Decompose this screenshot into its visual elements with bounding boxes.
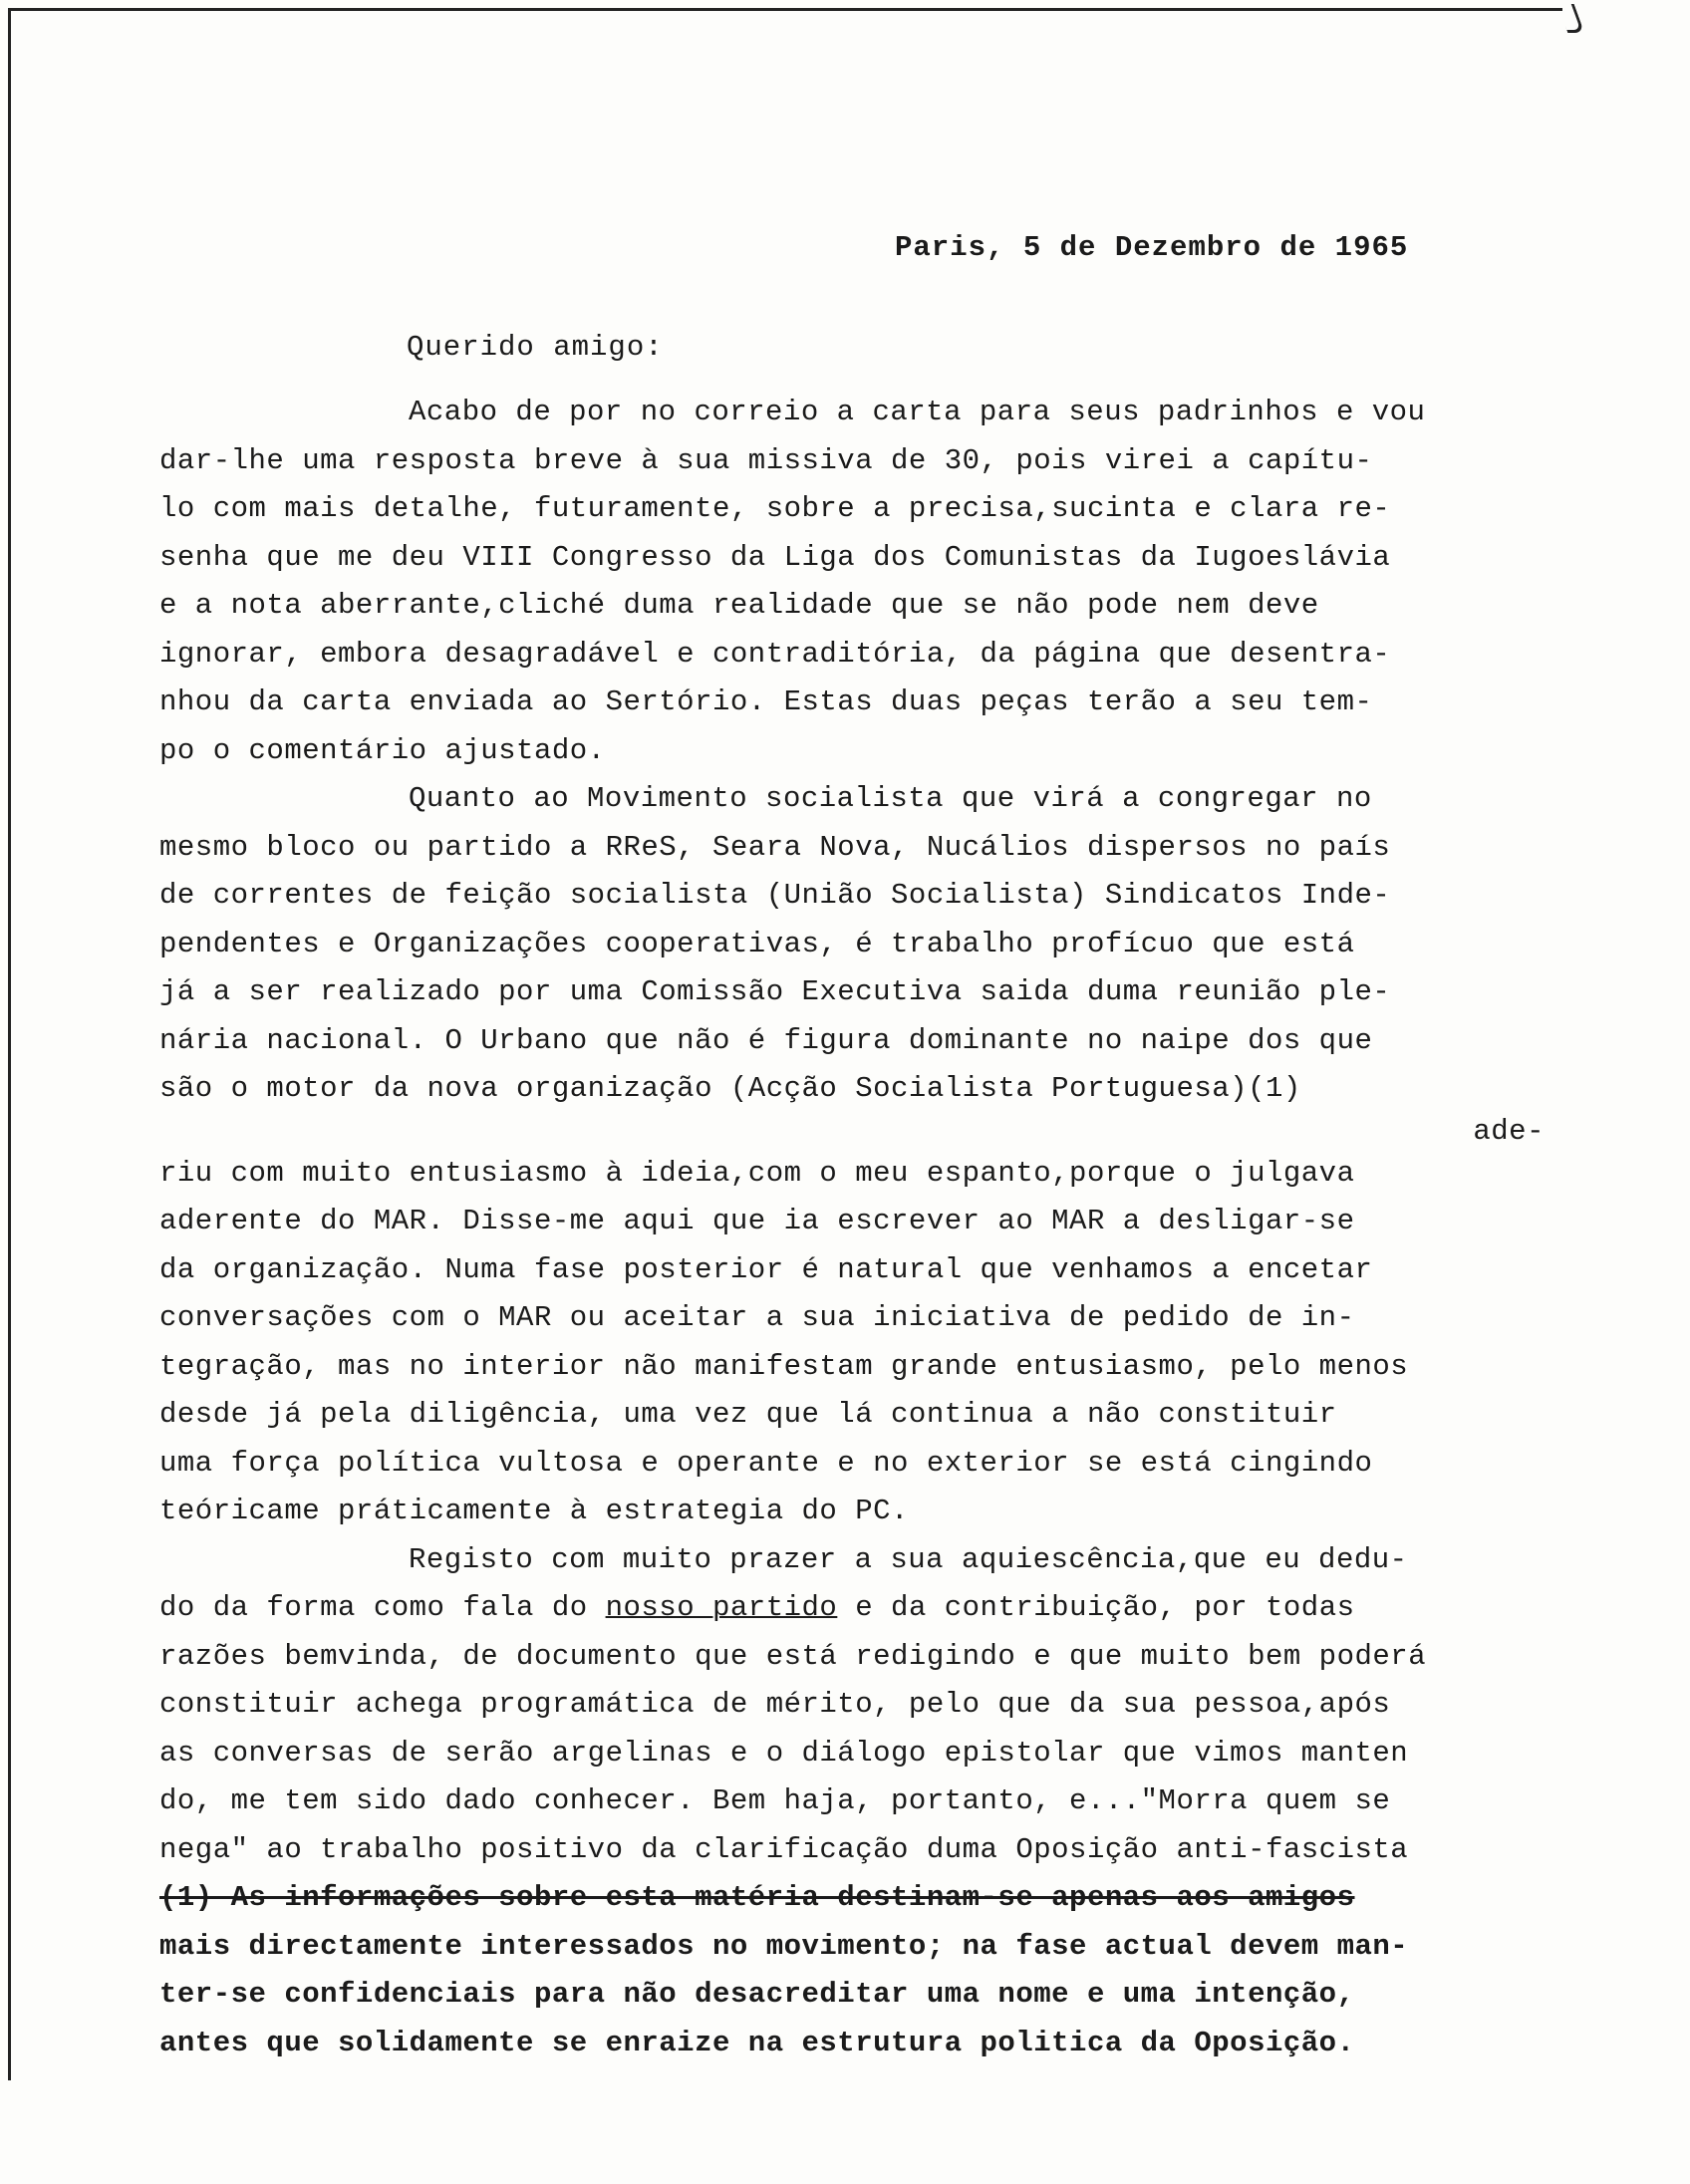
paragraph-2-line: já a ser realizado por uma Comissão Executiva saida duma reunião ple- xyxy=(159,975,1391,1008)
paragraph-2-line: mesmo bloco ou partido a RReS, Seara Nova, Nucálios dispersos no país xyxy=(159,830,1391,864)
paragraph-2-line: desde já pela diligência, uma vez que lá continua a não constituir xyxy=(159,1398,1337,1431)
paragraph-2-line: aderente do MAR. Disse-me aqui que ia escrever ao MAR a desligar-se xyxy=(159,1205,1355,1237)
paragraph-2-line: tegração, mas no interior não manifestam grande entusiasmo, pelo menos xyxy=(159,1349,1409,1383)
footnote-line: ter-se confidenciais para não desacreditar uma nome e uma intenção, xyxy=(159,1978,1355,2011)
paragraph-3-text: do da forma como fala do xyxy=(159,1591,588,1624)
paragraph-2-line: uma força política vultosa e operante e no exterior se está cingindo xyxy=(159,1446,1373,1480)
paragraph-1-line: po o comentário ajustado. xyxy=(159,733,606,767)
letter-dateline: Paris, 5 de Dezembro de 1965 xyxy=(895,231,1409,264)
paragraph-1-line: lo com mais detalhe, futuramente, sobre a precisa,sucinta e clara re- xyxy=(159,492,1391,525)
paragraph-3-line xyxy=(159,1584,1554,1633)
paragraph-2-line: teóricame práticamente à estrategia do PC. xyxy=(159,1495,909,1527)
paragraph-1-line: ignorar, embora desagradável e contraditória, da página que desentra- xyxy=(159,637,1391,671)
footnote-struck-line: (1) As informações sobre esta matéria destinam-se apenas aos amigos xyxy=(159,1881,1355,1914)
paragraph-2-line: nária nacional. O Urbano que não é figura dominante no naipe dos que xyxy=(159,1023,1373,1057)
paragraph-1-line: senha que me deu VIII Congresso da Liga dos Comunistas da Iugoeslávia xyxy=(159,540,1391,574)
paragraph-2-line: riu com muito entusiasmo à ideia,com o meu espanto,porque o julgava xyxy=(159,1156,1355,1190)
letter-body xyxy=(159,389,1554,2067)
paragraph-3-line: razões bemvinda, de documento que está redigindo e que muito bem poderá xyxy=(159,1639,1427,1673)
page-edge-left xyxy=(8,8,11,2080)
page-edge-top xyxy=(8,8,1562,11)
paragraph-3-line: Registo com muito prazer a sua aquiescência,que eu dedu- xyxy=(409,1542,1408,1576)
paragraph-1-line: e a nota aberrante,cliché duma realidade que se não pode nem deve xyxy=(159,589,1319,622)
paragraph-2-line: pendentes e Organizações cooperativas, é trabalho profícuo que está xyxy=(159,927,1355,960)
letter-salutation: Querido amigo: xyxy=(407,331,664,364)
paragraph-2-line: Quanto ao Movimento socialista que virá a congregar no xyxy=(409,782,1372,815)
footnote-line: antes que solidamente se enraize na estrutura politica da Oposição. xyxy=(159,2026,1355,2059)
paragraph-1-line: dar-lhe uma resposta breve à sua missiva de 30, pois virei a capítu- xyxy=(159,443,1373,477)
paragraph-2-line: são o motor da nova organização (Acção Socialista Portuguesa)(1) xyxy=(159,1072,1301,1105)
paragraph-3-line: as conversas de serão argelinas e o diálogo epistolar que vimos manten xyxy=(159,1736,1409,1770)
paragraph-3-text: e da contribuição, por todas xyxy=(855,1591,1355,1624)
paragraph-2-line: de correntes de feição socialista (União Socialista) Sindicatos Inde- xyxy=(159,879,1391,912)
underlined-phrase: nosso partido xyxy=(605,1591,838,1624)
paragraph-2-line: conversações com o MAR ou aceitar a sua iniciativa de pedido de in- xyxy=(159,1301,1355,1334)
paragraph-2-hyphen-aside: ade- xyxy=(1473,1114,1545,1148)
page-corner-mark xyxy=(1557,4,1585,33)
paragraph-1-line: Acabo de por no correio a carta para seus padrinhos e vou xyxy=(409,396,1426,428)
paragraph-1-line: nhou da carta enviada ao Sertório. Estas duas peças terão a seu tem- xyxy=(159,685,1373,718)
footnote-line: mais directamente interessados no movimento; na fase actual devem man- xyxy=(159,1929,1409,1963)
paragraph-3-line: do, me tem sido dado conhecer. Bem haja, portanto, e..."Morra quem se xyxy=(159,1784,1391,1817)
paragraph-2-line: da organização. Numa fase posterior é natural que venhamos a encetar xyxy=(159,1252,1373,1286)
paragraph-3-line: nega" ao trabalho positivo da clarificação duma Oposição anti-fascista xyxy=(159,1832,1409,1866)
paragraph-3-line: constituir achega programática de mérito, pelo que da sua pessoa,após xyxy=(159,1688,1391,1721)
